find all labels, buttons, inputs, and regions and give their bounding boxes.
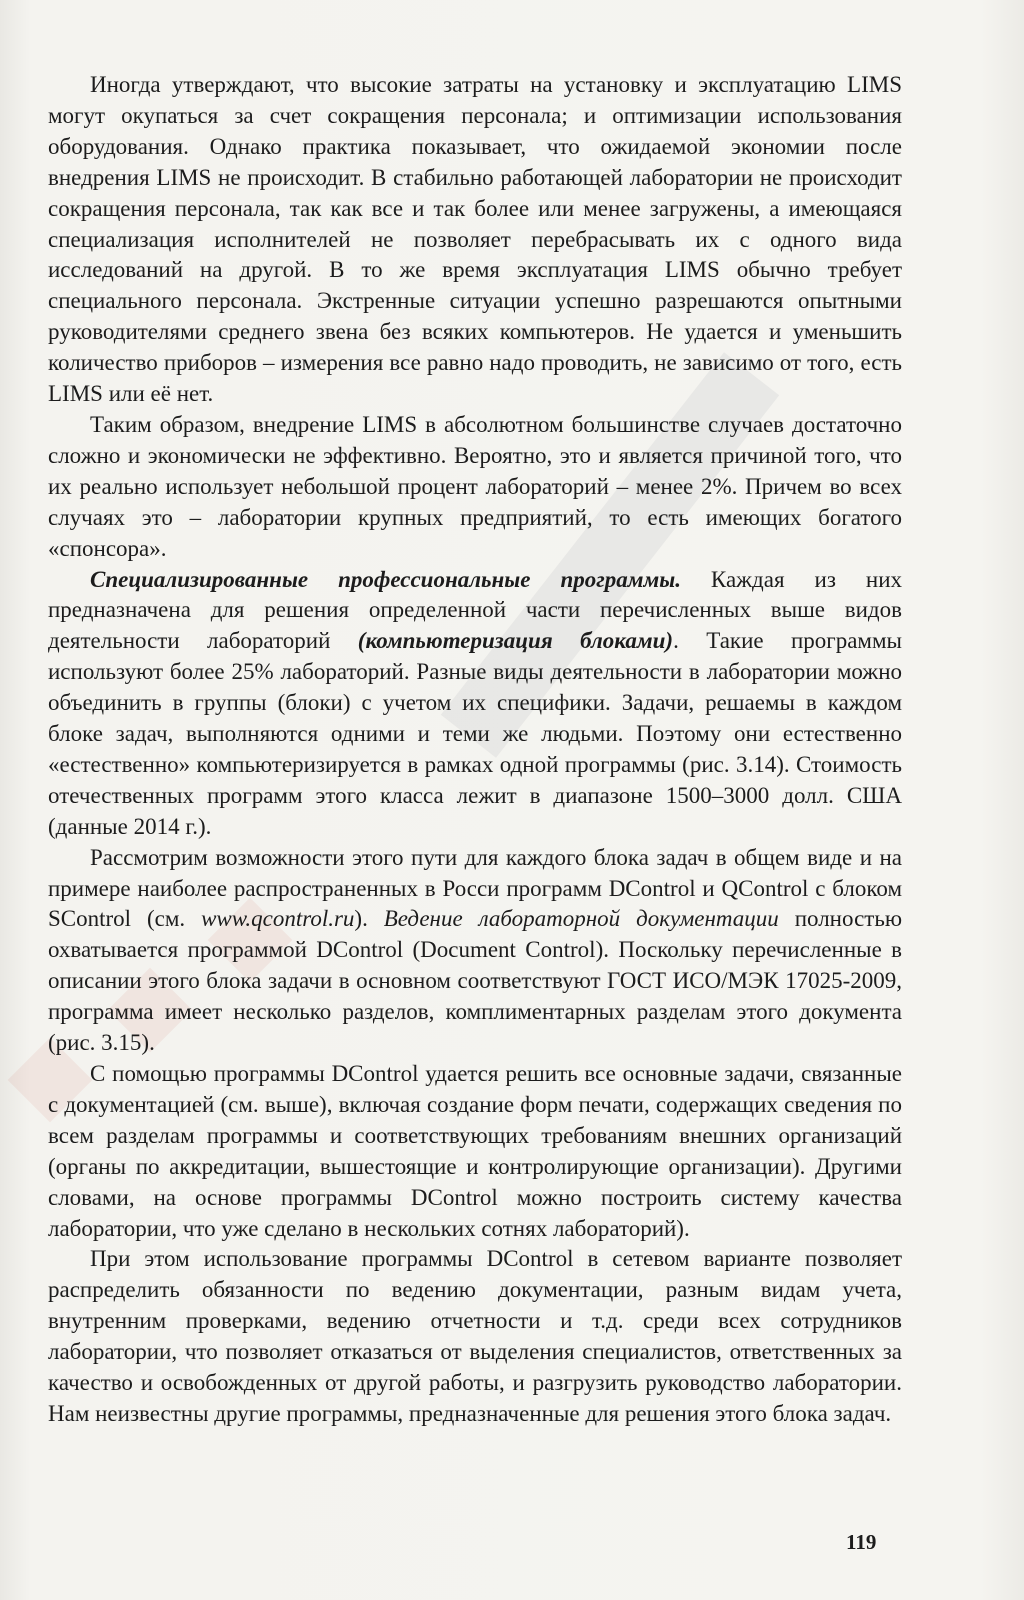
- website-reference: www.qcontrol.ru: [201, 906, 355, 932]
- emphasis-block-computerization: (компьютеризация блоками): [357, 628, 674, 654]
- paragraph-1: [48, 70, 902, 410]
- body-text: [48, 70, 902, 1430]
- paragraph-4-text-a: Рассмотрим возможности этого пути для каждого блока задач в общем виде и на примере наиболее распространенных в Росси программ DControl и QControl с блоком SControl (см.: [48, 844, 902, 932]
- paragraph-5-text: С помощью программы DControl удается решить все основные задачи, связанные с документацией (см. выше), включая создание форм печати, содержащих сведения по всем разделам программы и соответствующих требованиям внешних организаций (органы по аккредитации, вышестоящие и контролирующие организации). Другими словами, на основе программы DControl можно построить систему качества лаборатории, что уже сделано в нескольких сотнях лабораторий).: [48, 1061, 902, 1241]
- paragraph-2: [48, 410, 902, 565]
- paragraph-4: [48, 843, 902, 1059]
- section-heading-specialized-programs: Специализированные профессиональные программы.: [90, 566, 681, 592]
- paragraph-4-text-c: полностью охватывается программой DControl (Document Control). Поскольку перечисленные в описании этого блока задачи в основном соответствуют ГОСТ ИСО/МЭК 17025-2009, программа имеет несколько разделов, комплиментарных разделам этого документа (рис. 3.15).: [48, 906, 902, 1056]
- paragraph-5: [48, 1059, 902, 1244]
- paragraph-3-text-a: Каждая из них предназначена для решения определенной части перечисленных выше видов деятельности лабораторий: [48, 566, 903, 654]
- paragraph-6-text: При этом использование программы DControl в сетевом варианте позволяет распределить обязанности по ведению документации, разным видам учета, внутренним проверками, ведению отчетности и т.д. среди всех сотрудников лаборатории, что позволяет отказаться от выделения специалистов, ответственных за качество и освобожденных от другой работы, и разгрузить руководство лаборатории. Нам неизвестны другие программы, предназначенные для решения этого блока задач.: [48, 1246, 902, 1426]
- paragraph-6: [48, 1244, 902, 1429]
- paragraph-3: [48, 565, 902, 843]
- paragraph-4-text-b: ).: [354, 906, 384, 932]
- paragraph-2-text: Таким образом, внедрение LIMS в абсолютном большинстве случаев достаточно сложно и экономически не эффективно. Вероятно, это и является причиной того, что их реально использует небольшой процент лабораторий – менее 2%. Причем во всех случаях это – лаборатории крупных предприятий, то есть имеющих богатого «спонсора».: [48, 411, 902, 561]
- emphasis-documentation: Ведение лабораторной документации: [383, 906, 779, 932]
- paragraph-3-text-b: . Такие программы используют более 25% лабораторий. Разные виды деятельности в лаборатории можно объединить в группы (блоки) с учетом их специфики. Задачи, решаемы в каждом блоке задач, выполняются одними и теми же людьми. Поэтому они естественно «естественно» компьютеризируется в рамках одной программы (рис. 3.14). Стоимость отечественных программ этого класса лежит в диапазоне 1500–3000 долл. США (данные 2014 г.).: [48, 628, 902, 839]
- page-number: 119: [846, 1530, 877, 1554]
- paragraph-1-text: Иногда утверждают, что высокие затраты на установку и эксплуатацию LIMS могут окупаться за счет сокращения персонала; и оптимизации использования оборудования. Однако практика показывает, что ожидаемой экономии после внедрения LIMS не происходит. В стабильно работающей лаборатории не происходит сокращения персонала, так как все и так более или менее загружены, а имеющаяся специализация исполнителей не позволяет перебрасывать их с одного вида исследований на другой. В то же время эксплуатация LIMS обычно требует специального персонала. Экстренные ситуации успешно разрешаются опытными руководителями среднего звена без всяких компьютеров. Не удается и уменьшить количество приборов – измерения все равно надо проводить, не зависимо от того, есть LIMS или её нет.: [48, 72, 902, 407]
